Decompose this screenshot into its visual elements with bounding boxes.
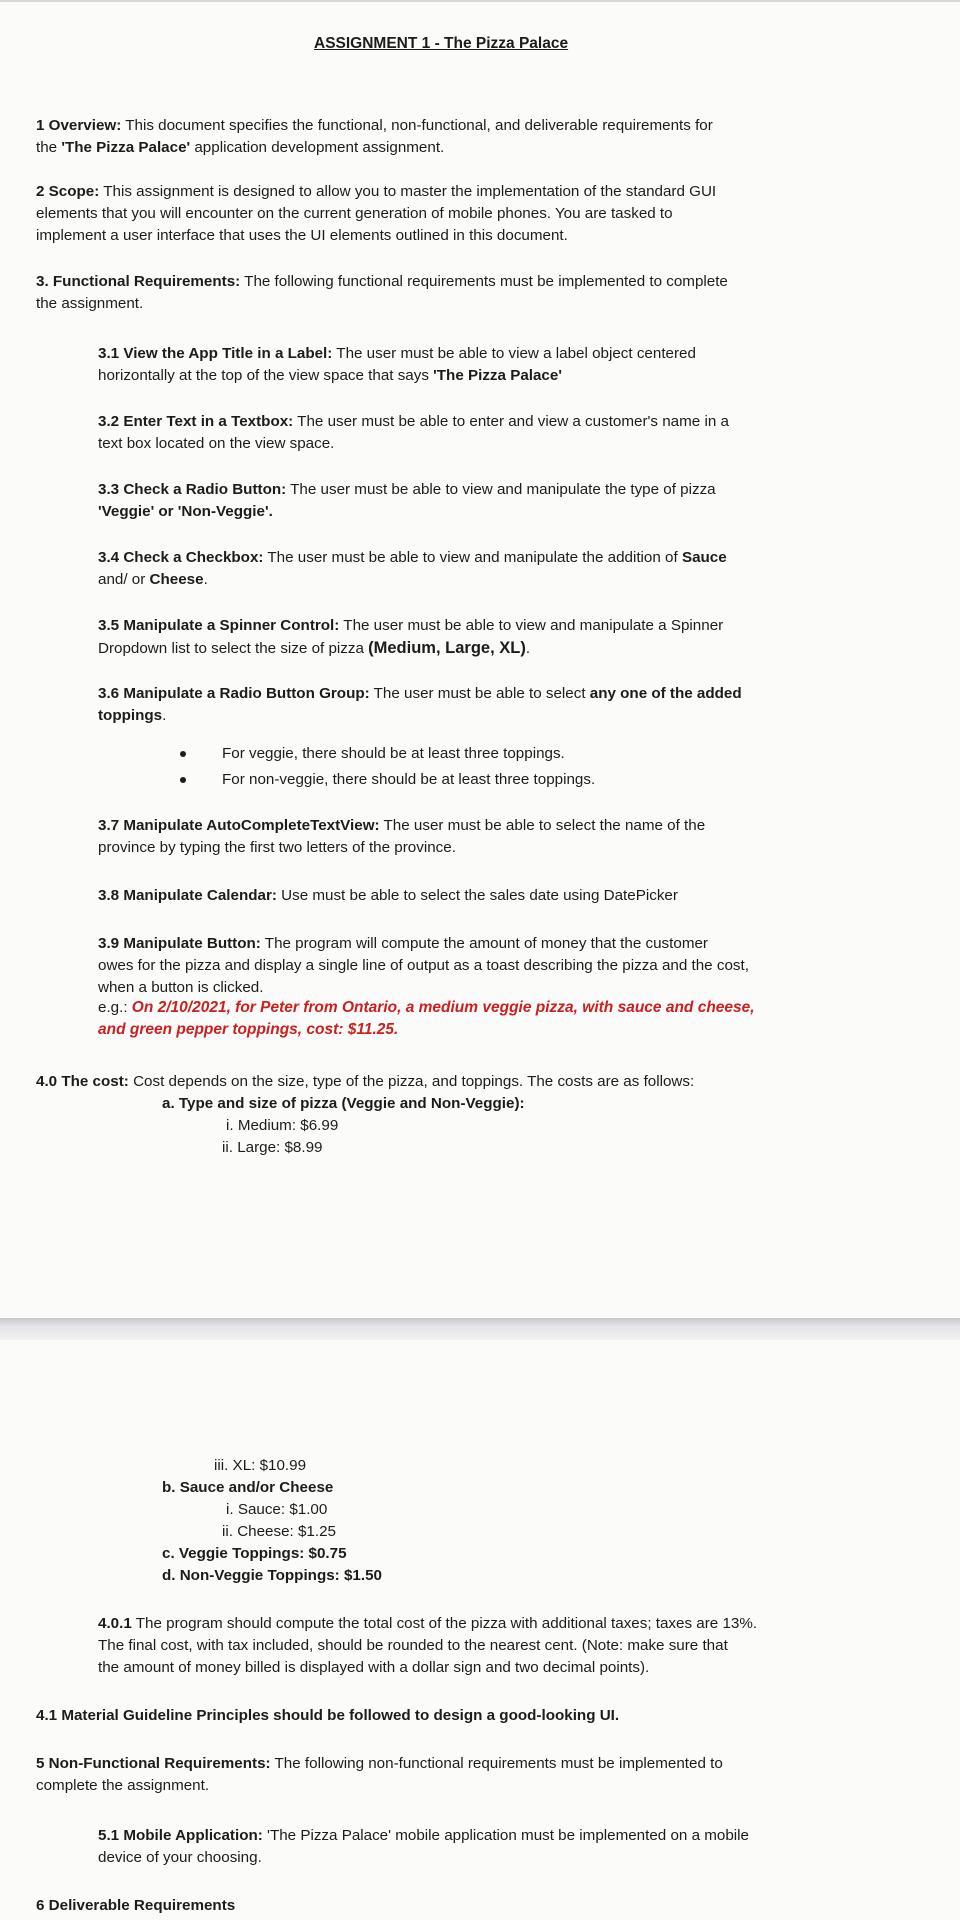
cost-item-b: b. Sauce and/or Cheese	[162, 1479, 334, 1496]
page-break	[0, 1318, 960, 1340]
scope-label: 2 Scope:	[36, 183, 100, 200]
req-5-1-line-1: 5.1 Mobile Application: 'The Pizza Palace' mobile application must be implemented on a mobile	[98, 1827, 749, 1844]
req-4-0-1-line-3: the amount of money billed is displayed with a dollar sign and two decimal points).	[98, 1659, 650, 1676]
req-3-9-line-1: 3.9 Manipulate Button: The program will compute the amount of money that the customer	[98, 935, 708, 952]
nonfunctional-line-1: 5 Non-Functional Requirements: The following non-functional requirements must be implemented to	[36, 1755, 723, 1772]
cost-item-a-ii: ii. Large: $8.99	[222, 1139, 323, 1156]
example-line-1: e.g.: On 2/10/2021, for Peter from Ontario, a medium veggie pizza, with sauce and cheese,	[98, 999, 755, 1016]
scope-line-3: implement a user interface that uses the UI elements outlined in this document.	[36, 227, 568, 244]
bullet-item-veggie: For veggie, there should be at least three toppings.	[222, 745, 565, 762]
req-3-3-line-1: 3.3 Check a Radio Button: The user must be able to view and manipulate the type of pizza	[98, 481, 716, 498]
req-3-1-line-2: horizontally at the top of the view space that says 'The Pizza Palace'	[98, 367, 562, 384]
bullet-item-non-veggie: For non-veggie, there should be at least three toppings.	[222, 771, 596, 788]
deliverables-heading: 6 Deliverable Requirements	[36, 1897, 236, 1914]
cost-line-1: 4.0 The cost: Cost depends on the size, type of the pizza, and toppings. The costs are as follows:	[36, 1073, 695, 1090]
cost-item-b-i: i. Sauce: $1.00	[226, 1501, 328, 1518]
document-title: ASSIGNMENT 1 - The Pizza Palace	[314, 35, 569, 52]
cost-item-d: d. Non-Veggie Toppings: $1.50	[162, 1567, 382, 1584]
req-3-2-line-2: text box located on the view space.	[98, 435, 335, 452]
overview-line-1: 1 Overview: This document specifies the functional, non-functional, and deliverable requirements for	[36, 117, 713, 134]
bullet-icon	[180, 751, 186, 757]
req-3-1-line-1: 3.1 View the App Title in a Label: The user must be able to view a label object centered	[98, 345, 696, 362]
req-3-7-line-2: province by typing the first two letters of the province.	[98, 839, 456, 856]
req-3-5-line-2: Dropdown list to select the size of pizza (Medium, Large, XL).	[98, 639, 531, 657]
functional-line-2: the assignment.	[36, 295, 144, 312]
nonfunctional-label: 5 Non-Functional Requirements:	[36, 1755, 271, 1772]
req-4-0-1-line-1: 4.0.1 The program should compute the total cost of the pizza with additional taxes; taxes are 13%.	[98, 1615, 758, 1632]
bullet-icon	[180, 777, 186, 783]
req-3-8-line-1: 3.8 Manipulate Calendar: Use must be able to select the sales date using DatePicker	[98, 887, 678, 904]
cost-item-b-ii: ii. Cheese: $1.25	[222, 1523, 336, 1540]
req-3-4-line-1: 3.4 Check a Checkbox: The user must be able to view and manipulate the addition of Sauce	[98, 549, 727, 566]
req-3-7-line-1: 3.7 Manipulate AutoCompleteTextView: The user must be able to select the name of the	[98, 817, 706, 834]
overview-line-2: the 'The Pizza Palace' application development assignment.	[36, 139, 445, 156]
req-3-9-line-2: owes for the pizza and display a single line of output as a toast describing the pizza and the cost,	[98, 957, 749, 974]
functional-label: 3. Functional Requirements:	[36, 273, 241, 290]
cost-item-c: c. Veggie Toppings: $0.75	[162, 1545, 347, 1562]
cost-item-a-i: i. Medium: $6.99	[226, 1117, 339, 1134]
req-3-6-line-1: 3.6 Manipulate a Radio Button Group: The user must be able to select any one of the added	[98, 685, 742, 702]
req-3-3-line-2: 'Veggie' or 'Non-Veggie'.	[98, 503, 273, 520]
document-page-2	[0, 1340, 960, 1920]
overview-label: 1 Overview:	[36, 117, 122, 134]
req-3-6-line-2: toppings.	[98, 707, 167, 724]
req-3-5-line-1: 3.5 Manipulate a Spinner Control: The user must be able to view and manipulate a Spinner	[98, 617, 724, 634]
req-4-0-1-line-2: The final cost, with tax included, should be rounded to the nearest cent. (Note: make sure that	[98, 1637, 728, 1654]
req-3-9-line-3: when a button is clicked.	[98, 979, 264, 996]
example-line-2: and green pepper toppings, cost: $11.25.	[98, 1021, 399, 1038]
cost-item-a-iii: iii. XL: $10.99	[214, 1457, 307, 1474]
req-3-4-line-2: and/ or Cheese.	[98, 571, 208, 588]
cost-item-a: a. Type and size of pizza (Veggie and Non-Veggie):	[162, 1095, 525, 1112]
nonfunctional-line-2: complete the assignment.	[36, 1777, 210, 1794]
scope-line-2: elements that you will encounter on the current generation of mobile phones. You are tasked to	[36, 205, 673, 222]
req-3-2-line-1: 3.2 Enter Text in a Textbox: The user must be able to enter and view a customer's name in a	[98, 413, 729, 430]
scope-line-1: 2 Scope: This assignment is designed to allow you to master the implementation of the standard GUI	[36, 183, 717, 200]
cost-label: 4.0 The cost:	[36, 1073, 129, 1090]
functional-line-1: 3. Functional Requirements: The following functional requirements must be implemented to complete	[36, 273, 728, 290]
req-5-1-line-2: device of your choosing.	[98, 1849, 262, 1866]
req-4-1: 4.1 Material Guideline Principles should be followed to design a good-looking UI.	[36, 1707, 620, 1724]
